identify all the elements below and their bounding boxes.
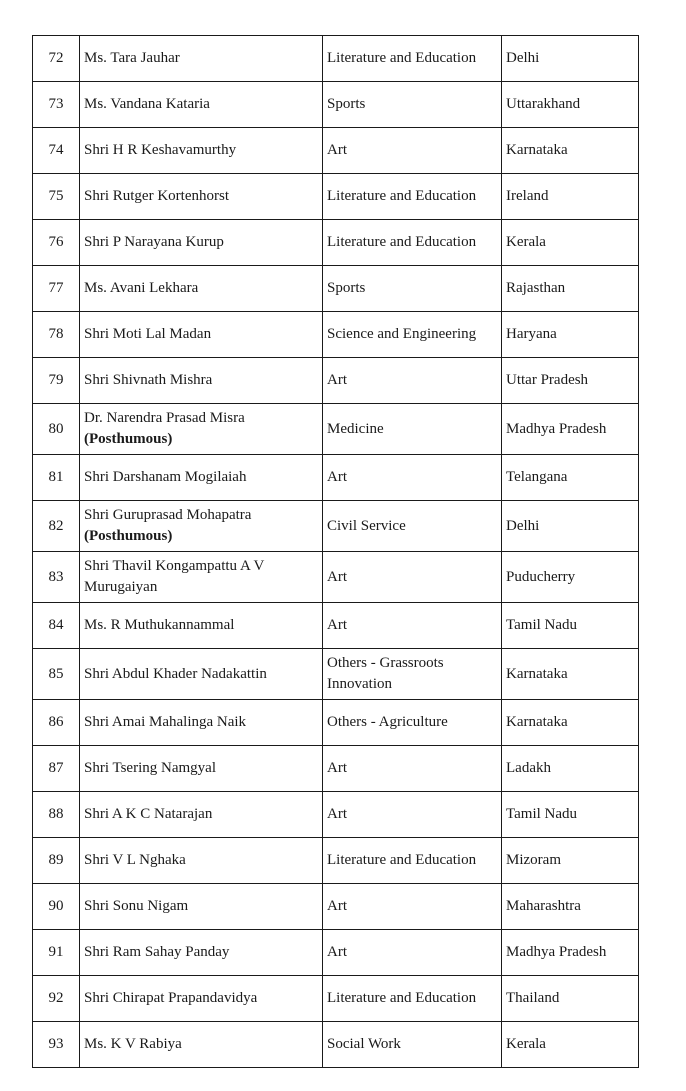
awardee-name: Shri Chirapat Prapandavidya [84, 990, 258, 1006]
awardee-name-cell [80, 976, 323, 1022]
awardee-name-cell [80, 700, 323, 746]
serial-number-cell: 87 [33, 746, 80, 792]
table-row [33, 312, 639, 358]
field-cell: Sports [323, 82, 502, 128]
state-cell: Karnataka [502, 700, 639, 746]
table-row [33, 220, 639, 266]
state-cell: Delhi [502, 501, 639, 552]
state-cell: Karnataka [502, 128, 639, 174]
state-cell: Tamil Nadu [502, 603, 639, 649]
state-cell: Delhi [502, 36, 639, 82]
serial-number-cell: 75 [33, 174, 80, 220]
field-cell: Literature and Education [323, 220, 502, 266]
awardee-name: Dr. Narendra Prasad Misra [84, 410, 245, 426]
awardee-name-cell [80, 358, 323, 404]
table-row [33, 603, 639, 649]
awardee-name-cell [80, 838, 323, 884]
table-row [33, 884, 639, 930]
awardee-name: Shri Ram Sahay Panday [84, 944, 230, 960]
serial-number-cell: 89 [33, 838, 80, 884]
awardee-name: Ms. K V Rabiya [84, 1036, 182, 1052]
awardee-name: Shri Abdul Khader Nadakattin [84, 665, 267, 682]
field-cell: Art [323, 128, 502, 174]
table-row [33, 82, 639, 128]
state-cell: Mizoram [502, 838, 639, 884]
awardee-name: Shri Moti Lal Madan [84, 326, 212, 342]
awardee-name-cell [80, 82, 323, 128]
table-row [33, 455, 639, 501]
serial-number-cell: 80 [33, 404, 80, 455]
awardee-name-cell [80, 266, 323, 312]
state-cell: Maharashtra [502, 884, 639, 930]
state-cell: Karnataka [502, 649, 639, 700]
awardee-name: Shri Sonu Nigam [84, 898, 189, 914]
awardee-name-cell [80, 603, 323, 649]
field-cell: Others - Grassroots Innovation [323, 649, 502, 700]
field-cell: Civil Service [323, 501, 502, 552]
field-cell: Literature and Education [323, 36, 502, 82]
state-cell: Uttarakhand [502, 82, 639, 128]
field-cell: Art [323, 746, 502, 792]
awards-table [32, 35, 639, 1068]
table-row [33, 552, 639, 603]
serial-number-cell: 88 [33, 792, 80, 838]
awardee-name: Shri Rutger Kortenhorst [84, 188, 229, 204]
awardee-name-cell [80, 220, 323, 266]
awardee-name: Shri Amai Mahalinga Naik [84, 714, 247, 730]
state-cell: Rajasthan [502, 266, 639, 312]
table-row [33, 501, 639, 552]
serial-number-cell: 76 [33, 220, 80, 266]
posthumous-note: (Posthumous) [84, 528, 173, 544]
awardee-name: Shri V L Nghaka [84, 852, 186, 868]
table-row [33, 174, 639, 220]
serial-number-cell: 90 [33, 884, 80, 930]
awardee-name-cell [80, 552, 323, 603]
awardee-name: Shri Darshanam Mogilaiah [84, 469, 247, 485]
field-cell: Sports [323, 266, 502, 312]
table-row [33, 930, 639, 976]
state-cell: Uttar Pradesh [502, 358, 639, 404]
state-cell: Kerala [502, 220, 639, 266]
field-cell: Art [323, 358, 502, 404]
serial-number-cell: 86 [33, 700, 80, 746]
serial-number-cell: 93 [33, 1022, 80, 1068]
awardee-name-cell [80, 174, 323, 220]
table-row [33, 266, 639, 312]
state-cell: Haryana [502, 312, 639, 358]
serial-number-cell: 74 [33, 128, 80, 174]
awardee-name: Shri Tsering Namgyal [84, 760, 216, 776]
awardee-name-cell [80, 746, 323, 792]
table-row [33, 1022, 639, 1068]
awardee-name: Shri Thavil Kongampattu A V Murugaiyan [84, 558, 265, 595]
state-cell: Puducherry [502, 552, 639, 603]
table-row [33, 700, 639, 746]
table-row [33, 358, 639, 404]
field-cell: Art [323, 930, 502, 976]
state-cell: Tamil Nadu [502, 792, 639, 838]
serial-number-cell: 77 [33, 266, 80, 312]
awardee-name-cell [80, 36, 323, 82]
table-row [33, 746, 639, 792]
table-row [33, 36, 639, 82]
state-cell: Kerala [502, 1022, 639, 1068]
awardee-name-cell [80, 930, 323, 976]
awardee-name: Shri P Narayana Kurup [84, 234, 224, 250]
state-cell: Madhya Pradesh [502, 930, 639, 976]
field-cell: Literature and Education [323, 976, 502, 1022]
awardee-name: Ms. Tara Jauhar [84, 50, 180, 66]
awardee-name-cell [80, 128, 323, 174]
awardee-name-cell [80, 792, 323, 838]
awardee-name-cell [80, 455, 323, 501]
awardee-name-cell [80, 501, 323, 552]
field-cell: Art [323, 884, 502, 930]
table-row [33, 649, 639, 700]
awardee-name: Ms. Avani Lekhara [84, 280, 199, 296]
awardee-name: Shri Shivnath Mishra [84, 372, 213, 388]
field-cell: Art [323, 455, 502, 501]
awardee-name-cell [80, 1022, 323, 1068]
field-cell: Social Work [323, 1022, 502, 1068]
awardee-name: Shri Guruprasad Mohapatra [84, 507, 252, 523]
serial-number-cell: 84 [33, 603, 80, 649]
serial-number-cell: 78 [33, 312, 80, 358]
awardee-name-cell [80, 884, 323, 930]
serial-number-cell: 92 [33, 976, 80, 1022]
awards-table-body [33, 36, 639, 1068]
table-row [33, 128, 639, 174]
serial-number-cell: 91 [33, 930, 80, 976]
serial-number-cell: 72 [33, 36, 80, 82]
serial-number-cell: 85 [33, 649, 80, 700]
awardee-name: Shri H R Keshavamurthy [84, 142, 237, 158]
table-row [33, 976, 639, 1022]
table-row [33, 404, 639, 455]
awardee-name: Ms. Vandana Kataria [84, 96, 210, 112]
field-cell: Art [323, 792, 502, 838]
table-row [33, 838, 639, 884]
serial-number-cell: 81 [33, 455, 80, 501]
awardee-name-cell [80, 404, 323, 455]
field-cell: Art [323, 552, 502, 603]
awardee-name: Ms. R Muthukannammal [84, 617, 235, 633]
field-cell: Literature and Education [323, 174, 502, 220]
state-cell: Thailand [502, 976, 639, 1022]
table-row [33, 792, 639, 838]
state-cell: Ireland [502, 174, 639, 220]
state-cell: Telangana [502, 455, 639, 501]
serial-number-cell: 79 [33, 358, 80, 404]
field-cell: Art [323, 603, 502, 649]
awardee-name-cell [80, 312, 323, 358]
serial-number-cell: 83 [33, 552, 80, 603]
serial-number-cell: 73 [33, 82, 80, 128]
field-cell: Science and Engineering [323, 312, 502, 358]
serial-number-cell: 82 [33, 501, 80, 552]
state-cell: Madhya Pradesh [502, 404, 639, 455]
field-cell: Medicine [323, 404, 502, 455]
posthumous-note: (Posthumous) [84, 431, 173, 447]
awardee-name-cell [80, 649, 323, 700]
field-cell: Others - Agriculture [323, 700, 502, 746]
field-cell: Literature and Education [323, 838, 502, 884]
awardee-name: Shri A K C Natarajan [84, 806, 213, 822]
state-cell: Ladakh [502, 746, 639, 792]
